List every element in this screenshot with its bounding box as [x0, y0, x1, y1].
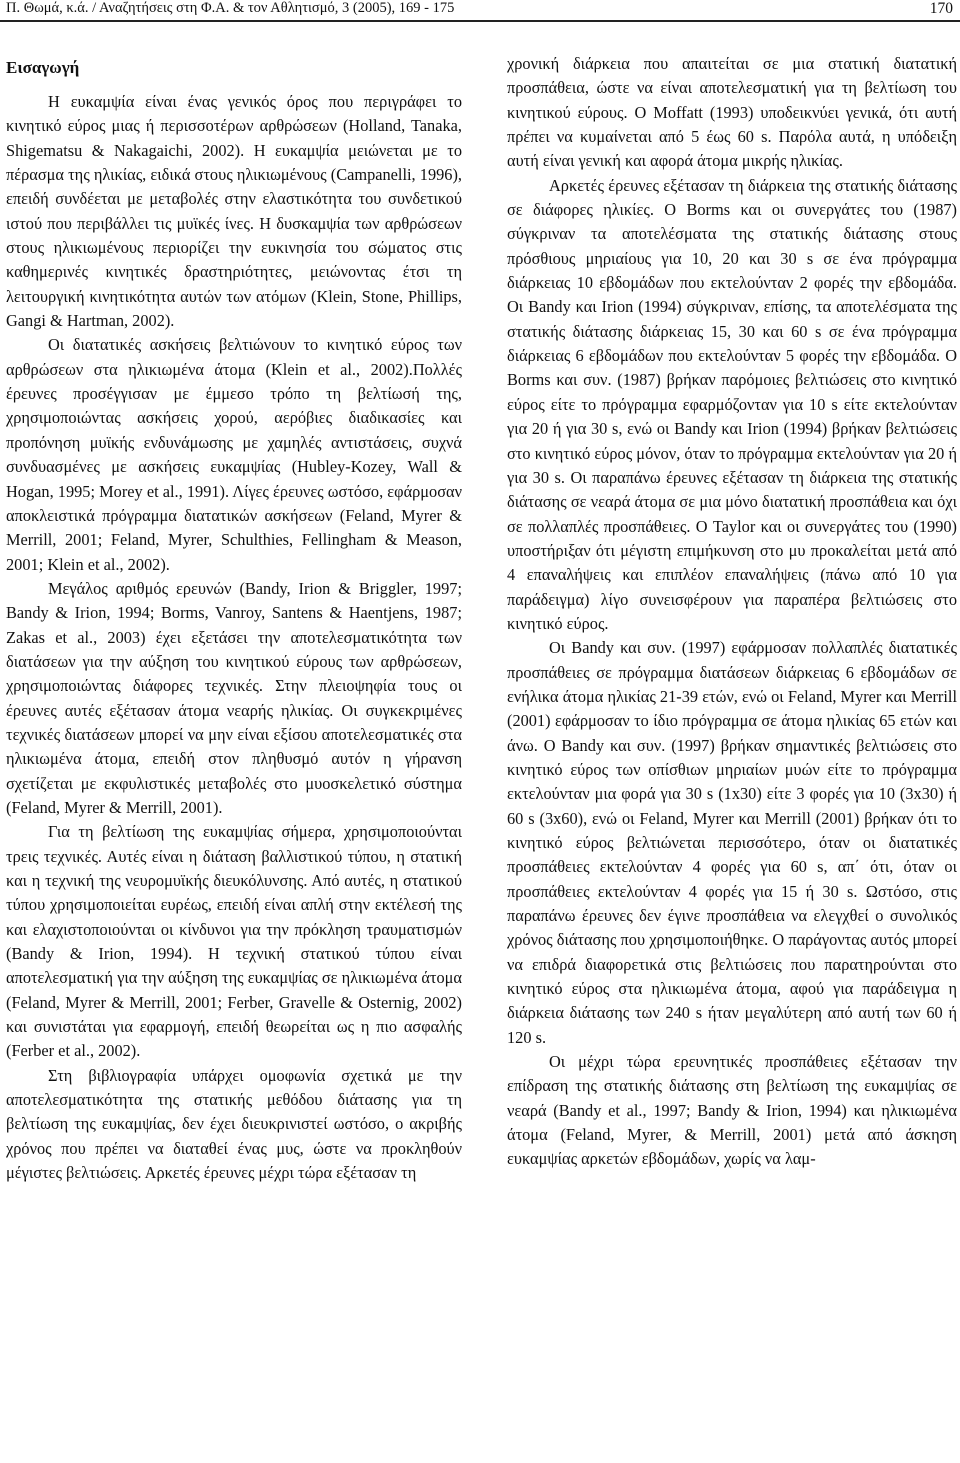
- header-divider: [0, 20, 960, 22]
- paragraph: Οι Bandy και συν. (1997) εφάρμοσαν πολλαπλές διατατικές προσπάθειες σε πρόγραμμα διατάσεων διάρκειας 6 εβδομάδων σε ενήλικα άτομα ηλικίας 21-39 ετών, ενώ οι Feland, Myrer και Merrill (2001) εφάρμοσαν το ίδιο πρόγραμμα σε άτομα ηλικίας 65 ετών και άνω. Ο Bandy και συν. (1997) βρήκαν σημαντικές βελτιώσεις στο κινητικό εύρος των οπίσθιων μηριαίων μυών είτε το πρόγραμμα εκτελούνταν μια φορά για 30 s (1x30) είτε 3 φορές για 10 (3x30) ή 60 s (3x60), ενώ οι Feland, Myrer και Merrill (2001) βρήκαν ότι το κινητικό εύρος βελτιώνεται περισσότερο, όταν οι διατατικές προσπάθειες εκτελούνταν 4 φορές για 60 s, απ΄ ότι, όταν οι προσπάθειες εκτελούνταν 4 φορές για 15 ή 30 s. Ωστόσο, στις παραπάνω έρευνες δεν έγινε προσπάθεια να ελεγχθεί ο συνολικός χρόνος διάτασης που χρησιμοποιήθηκε. Ο παράγοντας αυτός μπορεί να επιδρά διαφορετικά στις βελτιώσεις που παρατηρούνται στο κινητικό εύρος στα ηλικιωμένα άτομα, αφού για παράδειγμα η διάρκεια διάτασης των 240 s ήταν μεγαλύτερη από αυτή των 60 ή 120 s.: [507, 638, 957, 1047]
- paragraph: Οι διατατικές ασκήσεις βελτιώνουν το κινητικό εύρος των αρθρώσεων στα ηλικιωμένα άτομα (Klein et al., 2002).Πολλές έρευνες προσέγγισαν με έμμεσο τρόπο τη βελτίωσή της, χρησιμοποιώντας ασκήσεις χορού, αερόβιες διαδικασίες και προπόνηση μυϊκής ενδυνάμωσης με χαμηλές αντιστάσεις, συχνά συνδυασμένες με ασκήσεις ευκαμψίας (Hubley-Kozey, Wall & Hogan, 1995; Morey et al., 1991). Λίγες έρευνες ωστόσο, εφάρμοσαν αποκλειστικά πρόγραμμα διατατικών ασκήσεων (Feland, Myrer & Merrill, 2001; Feland, Myrer, Schulthies, Fellingham & Meason, 2001; Klein et al., 2002).: [6, 335, 462, 574]
- page-number: 170: [929, 0, 953, 17]
- right-column: [507, 52, 957, 1172]
- paragraph: χρονική διάρκεια που απαιτείται σε μια στατική διατατική προσπάθεια, ώστε να είναι αποτελεσματική για τη βελτίωση του κινητικού εύρους. Ο Moffatt (1993) υποδεικνύει γενικά, ότι αυτή πρέπει να κυμαίνεται από 5 έως 60 s. Παρόλα αυτά, η υπόδειξη αυτή είναι γενική και αφορά άτομα μικρής ηλικίας.: [507, 54, 957, 171]
- running-header: Π. Θωμά, κ.ά. / Αναζητήσεις στη Φ.Α. & τον Αθλητισμό, 3 (2005), 169 - 175: [6, 0, 455, 16]
- paragraph: Μεγάλος αριθμός ερευνών (Bandy, Irion & Briggler, 1997; Bandy & Irion, 1994; Borms, Vanroy, Santens & Haentjens, 1987; Zakas et al., 2003) έχει εξετάσει την αποτελεσματικότητα των διατάσεων για την αύξηση του κινητικού εύρους των αρθρώσεων, χρησιμοποιώντας διάφορες τεχνικές. Στην πλειοψηφία τους οι έρευνες αυτές εξέτασαν άτομα νεαρής ηλικίας. Οι συγκεκριμένες τεχνικές διατάσεων μπορεί να μην είναι εξίσου αποτελεσματικές στα ηλικιωμένα άτομα, επειδή στον πληθυσμό αυτόν η γήρανση σχετίζεται με εκφυλιστικές μεταβολές στο μυοσκελετικό σύστημα (Feland, Myrer & Merrill, 2001).: [6, 578, 462, 817]
- paragraph: Οι μέχρι τώρα ερευνητικές προσπάθειες εξέτασαν την επίδραση της στατικής διάτασης στη βελτίωση της ευκαμψίας σε νεαρά (Bandy et al., 1997; Bandy & Irion, 1994) και ηλικιωμένα άτομα (Feland, Myrer, & Merrill, 2001) μετά από άσκηση ευκαμψίας αρκετών εβδομάδων, χωρίς να λαμ-: [507, 1052, 957, 1169]
- left-column: [6, 52, 462, 1185]
- paragraph: Η ευκαμψία είναι ένας γενικός όρος που περιγράφει το κινητικό εύρος μιας ή περισσοτέρων αρθρώσεων (Holland, Tanaka, Shigematsu & Nakagaichi, 2002). Η ευκαμψία μειώνεται με το πέρασμα της ηλικίας, ειδικά στους ηλικιωμένους (Campanelli, 1996), επειδή συνδέεται με μεταβολές στην ελαστικότητα του συνδετικού ιστού που περιβάλλει τις μυϊκές ίνες. Η δυσκαμψία των αρθρώσεων στους ηλικιωμένους περιορίζει την ευκινησία του σώματος στις καθημερινές κινητικές δραστηριότητες, μειώνοντας έτσι τη λειτουργική κινητικότητα αυτών των ατόμων (Klein, Stone, Phillips, Gangi & Hartman, 2002).: [6, 92, 462, 331]
- paragraph: Στη βιβλιογραφία υπάρχει ομοφωνία σχετικά με την αποτελεσματικότητα της στατικής μεθόδου διάτασης για τη βελτίωση της ευκαμψίας, δεν έχει διευκρινιστεί ωστόσο, ο ακριβής χρόνος που πρέπει να διαταθεί ένας μυς, ώστε να προκληθούν μέγιστες βελτιώσεις. Αρκετές έρευνες μέχρι τώρα εξέτασαν τη: [6, 1065, 462, 1183]
- paragraph: Για τη βελτίωση της ευκαμψίας σήμερα, χρησιμοποιούνται τρεις τεχνικές. Αυτές είναι η διάταση βαλλιστικού τύπου, η στατική και η τεχνική της νευρομυϊκής διευκόλυνσης. Από αυτές, η στατικού τύπου χρησιμοποιείται ευρέως, επειδή είναι απλή στην εκτέλεσή της και ελαχιστοποιούνται οι κίνδυνοι για την πρόκληση τραυματισμών (Bandy & Irion, 1994). Η τεχνική στατικού τύπου είναι αποτελεσματική για την αύξηση της ευκαμψίας σε ηλικιωμένα άτομα (Feland, Myrer & Merrill, 2001; Ferber, Gravelle & Osternig, 2002) και συνιστάται για εφαρμογή, επειδή θεωρείται ως η πιο ασφαλής (Ferber et al., 2002).: [6, 822, 462, 1061]
- paragraph: Αρκετές έρευνες εξέτασαν τη διάρκεια της στατικής διάτασης σε διάφορες ηλικίες. Ο Borms και οι συνεργάτες του (1987) σύγκριναν τα αποτελέσματα της στατικής διάτασης στους πρόσθιους μηριαίους για 10, 20 και 30 s σε ένα πρόγραμμα διάρκειας 10 εβδομάδων που εκτελούνταν 2 φορές την εβδομάδα. Οι Bandy και Irion (1994) σύγκριναν, επίσης, τα αποτελέσματα της στατικής διάτασης διάρκειας 15, 30 και 60 s σε ένα πρόγραμμα διάρκειας 6 εβδομάδων που εκτελούνταν 5 φορές την εβδομάδα. Ο Borms και συν. (1987) βρήκαν παρόμοιες βελτιώσεις στο κινητικό εύρος είτε το πρόγραμμα εφαρμόζονταν για 10 s είτε εκτελούνταν για 20 ή για 30 s, ενώ οι Bandy και Irion (1994) βρήκαν βελτιώσεις στο κινητικό εύρος μόνον, όταν το πρόγραμμα εκτελούνταν για 20 ή για 30 s. Οι παραπάνω έρευνες εξέτασαν τη διάρκεια της στατικής διάτασης σε νεαρά άτομα σε μια μόνο διατατική προσπάθεια και όχι σε πολλαπλές προσπάθειες. Ο Taylor και οι συνεργάτες του (1990) υποστήριξαν ότι μέγιστη επιμήκυνση στο μυ προκαλείται μετά από 4 επαναλήψεις και επιπλέον επαναλήψεις (πάνω από 10 για παράδειγμα) λίγο συνεισφέρουν για παραπέρα βελτιώσεις στο κινητικό εύρος.: [507, 175, 957, 633]
- section-heading: Εισαγωγή: [6, 58, 80, 77]
